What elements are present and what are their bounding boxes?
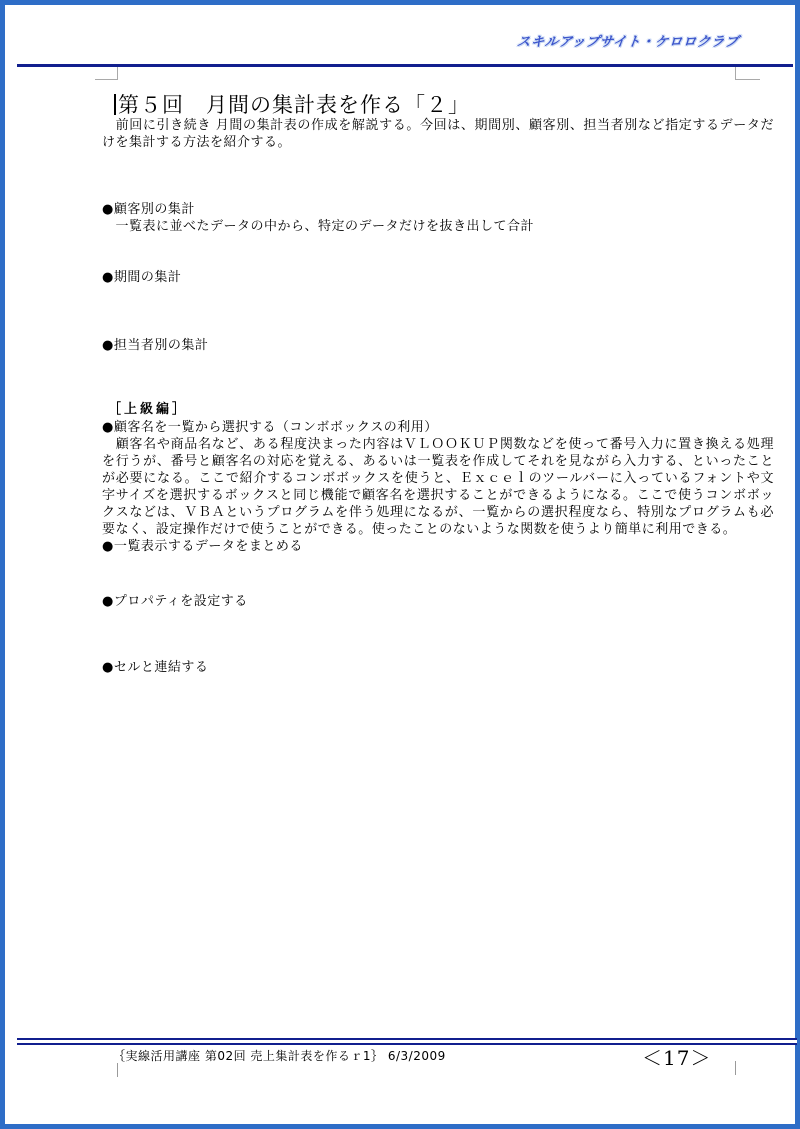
margin-mark-bottom-right [735, 1061, 736, 1075]
section-body-customer-totals: 一覧表に並べたデータの中から、特定のデータだけを抜き出して合計 [102, 219, 535, 234]
advanced-heading-list-data: ●一覧表示するデータをまとめる [102, 539, 303, 554]
site-logo: スキルアップサイト・ケロロクラブ [515, 34, 740, 50]
advanced-heading-cell-link: ●セルと連結する [102, 660, 209, 675]
intro-paragraph: 前回に引き続き 月間の集計表の作成を解説する。今回は、期間別、顧客別、担当者別など指定するデータだけを集計する方法を紹介する。 [102, 118, 774, 150]
advanced-section-label: ［上級編］ [108, 402, 189, 417]
text-cursor [114, 94, 116, 115]
header-rule [17, 64, 793, 67]
advanced-heading-combobox: ●顧客名を一覧から選択する（コンボボックスの利用） [102, 420, 438, 435]
page-number: ＜17＞ [642, 1046, 712, 1070]
section-heading-staff-totals: ●担当者別の集計 [102, 338, 209, 353]
advanced-heading-properties: ●プロパティを設定する [102, 594, 248, 609]
document-title: 第５回 月間の集計表を作る「２」 [118, 93, 470, 117]
footer-doc-info: ｛実線活用講座 第02回 売上集計表を作るｒ1｝ 6/3/2009 [113, 1049, 446, 1063]
margin-mark-top-right [735, 67, 760, 80]
advanced-body-combobox: 顧客名や商品名など、ある程度決まった内容はＶＬＯＯＫＵＰ関数などを使って番号入力に置き換える処理を行うが、番号と顧客名の対応を覚える、あるいは一覧表を作成してそれを見ながら入力する、といったことが必要になる。ここで紹介するコンボボックスを使うと、Ｅｘｃｅｌのツールバーに入っているフォントや文字サイズを選択するボックスと同じ機能で顧客名を選択することができるようになる。ここで使うコンボボックスなどは、ＶＢＡというプログラムを伴う処理になるが、一覧からの選択程度なら、特別なプログラムも必要なく、設定操作だけで使うことができる。使ったことのないような関数を使うより簡単に利用できる。 [102, 437, 774, 537]
section-heading-customer-totals: ●顧客別の集計 [102, 202, 195, 217]
margin-mark-top-left [95, 67, 118, 80]
margin-mark-bottom-left [117, 1063, 118, 1077]
section-heading-period-totals: ●期間の集計 [102, 270, 182, 285]
document-title-row[interactable] [114, 89, 470, 119]
